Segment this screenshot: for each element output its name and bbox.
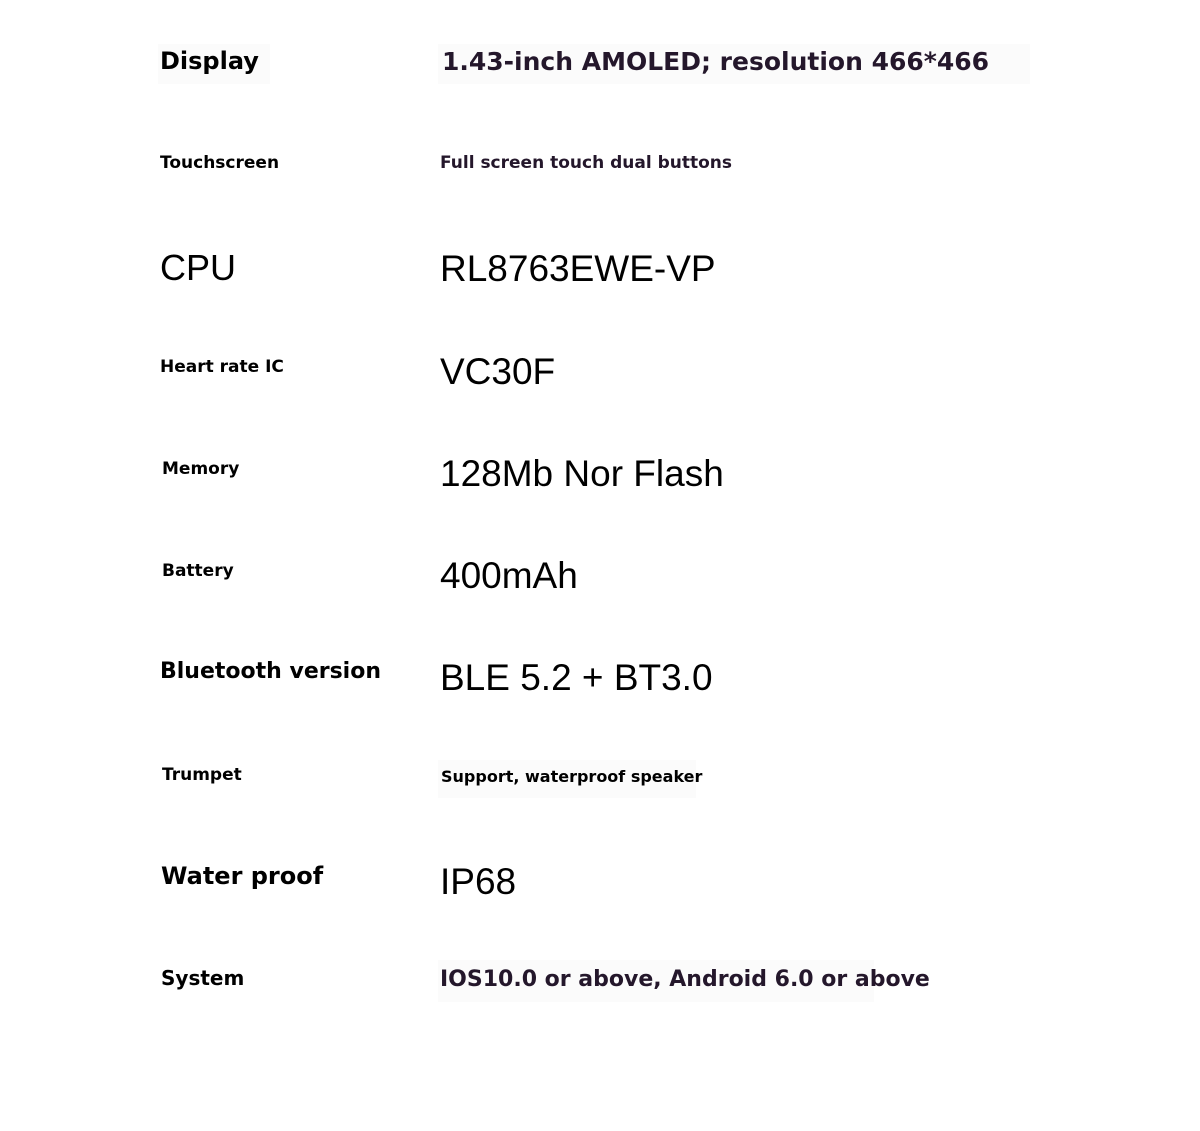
spec-label-memory: Memory <box>162 459 240 479</box>
spec-label-heart-rate-ic: Heart rate IC <box>160 357 284 377</box>
spec-label-cpu: CPU <box>160 247 237 288</box>
spec-label-battery: Battery <box>162 561 234 581</box>
spec-value-trumpet: Support, waterproof speaker <box>441 767 703 786</box>
spec-value-touchscreen: Full screen touch dual buttons <box>440 153 733 173</box>
spec-label-trumpet: Trumpet <box>162 765 242 785</box>
spec-value-memory: 128Mb Nor Flash <box>440 453 724 494</box>
spec-label-touchscreen: Touchscreen <box>160 153 280 173</box>
spec-value-bluetooth-version: BLE 5.2 + BT3.0 <box>440 657 713 698</box>
spec-value-water-proof: IP68 <box>440 861 517 902</box>
spec-label-display: Display <box>160 47 259 75</box>
spec-label-water-proof: Water proof <box>161 862 324 890</box>
spec-value-system: IOS10.0 or above, Android 6.0 or above <box>440 967 930 992</box>
spec-value-cpu: RL8763EWE-VP <box>440 248 716 289</box>
spec-value-battery: 400mAh <box>440 555 578 596</box>
spec-label-bluetooth-version: Bluetooth version <box>160 659 381 684</box>
spec-value-heart-rate-ic: VC30F <box>440 351 556 392</box>
spec-value-display: 1.43-inch AMOLED; resolution 466*466 <box>442 47 990 76</box>
spec-label-system: System <box>161 966 245 990</box>
